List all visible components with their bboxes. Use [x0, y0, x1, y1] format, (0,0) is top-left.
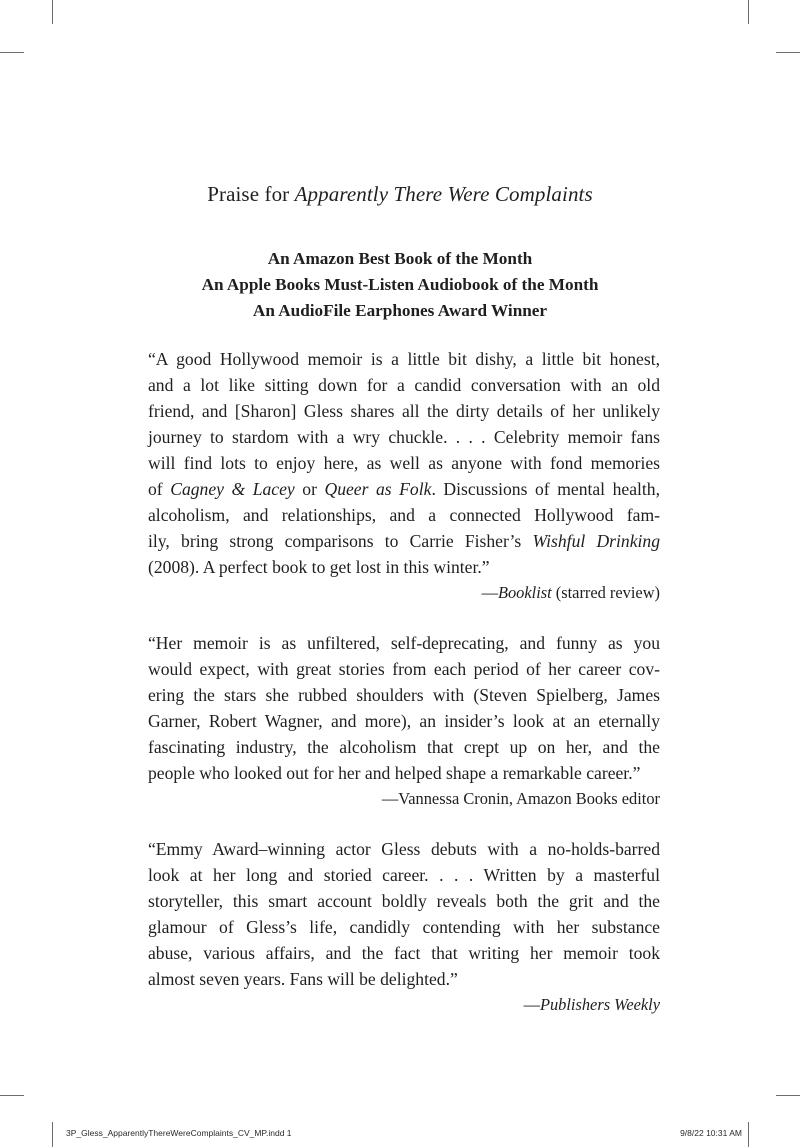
review-attribution: —Vannessa Cronin, Amazon Books editor	[381, 789, 660, 808]
show-title: Queer as Folk	[324, 479, 432, 499]
review-line: and a lot like sitting down for a candid conversation with an old	[148, 375, 660, 395]
review-attribution	[148, 580, 660, 606]
review-amazon	[148, 630, 660, 812]
review-line: alcoholism, and relationships, and a connected Hollywood fam-	[148, 505, 660, 525]
crop-mark-top-left	[52, 0, 53, 24]
review-line: journey to stardom with a wry chuckle. . . . Celebrity memoir fans	[148, 427, 660, 447]
awards-list	[0, 246, 800, 324]
review-line: people who looked out for her and helped shape a remarkable career.”	[148, 763, 641, 783]
review-line: Garner, Robert Wagner, and more), an insider’s look at an eternally	[148, 711, 660, 731]
review-line: glamour of Gless’s life, candidly contending with her substance	[148, 917, 660, 937]
slug-datetime: 9/8/22 10:31 AM	[680, 1128, 742, 1138]
review-line: would expect, with great stories from each period of her career cov-	[148, 659, 660, 679]
review-line: friend, and [Sharon] Gless shares all the dirty details of her unlikely	[148, 401, 660, 421]
review-line: almost seven years. Fans will be delighted.”	[148, 969, 458, 989]
review-line: (2008). A perfect book to get lost in this winter.”	[148, 557, 490, 577]
review-line	[148, 528, 660, 554]
award-line: An Amazon Best Book of the Month	[267, 249, 533, 268]
source-name: Publishers Weekly	[539, 995, 660, 1014]
crop-mark-bottom-left	[52, 1122, 53, 1147]
crop-mark-left-bottom	[0, 1095, 24, 1096]
praise-prefix: Praise for	[207, 182, 295, 206]
review-attribution	[148, 992, 660, 1018]
review-booklist	[148, 346, 660, 606]
dash: —	[523, 995, 540, 1014]
praise-heading	[0, 182, 800, 207]
dash: —	[481, 583, 498, 602]
review-line: “Emmy Award–winning actor Gless debuts with a no-holds-barred	[148, 839, 660, 859]
crop-mark-bottom-right	[748, 1122, 749, 1147]
text-run: or	[294, 479, 325, 499]
review-line: fascinating industry, the alcoholism that crept up on her, and the	[148, 737, 660, 757]
source-note: (starred review)	[551, 583, 660, 602]
book-title: Apparently There Were Complaints	[294, 182, 593, 206]
review-line: abuse, various affairs, and the fact that writing her memoir took	[148, 943, 660, 963]
crop-mark-top-right	[748, 0, 749, 24]
review-line: “Her memoir is as unfiltered, self-deprecating, and funny as you	[148, 633, 660, 653]
review-line: storyteller, this smart account boldly reveals both the grit and the	[148, 891, 660, 911]
review-line: will find lots to enjoy here, as well as anyone with fond memories	[148, 453, 660, 473]
award-line: An Apple Books Must-Listen Audiobook of the Month	[201, 275, 599, 294]
crop-mark-left-top	[0, 52, 24, 53]
review-line: ering the stars she rubbed shoulders with (Steven Spielberg, James	[148, 685, 660, 705]
review-line: “A good Hollywood memoir is a little bit dishy, a little bit honest,	[148, 349, 660, 369]
text-run: ily, bring strong comparisons to Carrie Fisher’s	[148, 531, 533, 551]
award-line: An AudioFile Earphones Award Winner	[252, 301, 548, 320]
crop-mark-right-top	[776, 52, 800, 53]
show-title: Cagney & Lacey	[170, 479, 295, 499]
source-name: Booklist	[497, 583, 552, 602]
review-line: look at her long and storied career. . . . Written by a masterful	[148, 865, 660, 885]
crop-mark-right-bottom	[776, 1095, 800, 1096]
text-run: . Discussions of mental health,	[431, 479, 661, 499]
book-title-ref: Wishful Drinking	[532, 531, 661, 551]
text-run: of	[148, 479, 171, 499]
review-publishers-weekly	[148, 836, 660, 1018]
review-line	[148, 476, 660, 502]
slug-filename: 3P_Gless_ApparentlyThereWereComplaints_CV_MP.indd 1	[66, 1128, 292, 1138]
